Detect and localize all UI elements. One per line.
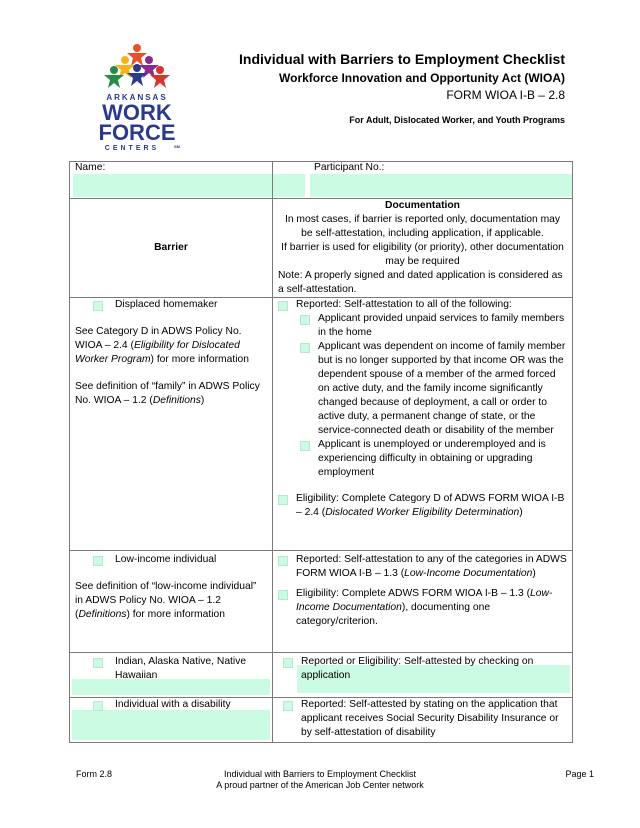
figure-body [104, 75, 124, 88]
figure-head [110, 66, 118, 74]
participant-number-field[interactable] [310, 174, 572, 197]
documentation-header [273, 199, 573, 298]
arkansas-workforce-logo [92, 40, 182, 152]
footer-title: Individual with Barriers to Employment Checklist [223, 769, 417, 779]
page-title: Individual with Barriers to Employment Checklist [239, 51, 565, 67]
figure-body [127, 73, 147, 86]
barrier-cell [70, 551, 273, 653]
logo-line-arkansas: ARKANSAS [106, 93, 168, 102]
documentation-line-1: In most cases, if barrier is reported only, documentation may be self-attestation, including application, if applicable. [284, 214, 561, 239]
documentation-cell [273, 551, 573, 653]
figure-head [133, 44, 141, 52]
reported-or-eligibility-checkbox[interactable] [283, 658, 293, 668]
figure-head [145, 56, 153, 64]
figure-head [156, 66, 164, 74]
reported-checkbox[interactable] [278, 301, 288, 311]
sub-criterion-checkbox[interactable] [300, 343, 310, 353]
barrier-checklist-table [69, 161, 573, 743]
documentation-cell [273, 653, 573, 698]
name-row [70, 162, 573, 199]
participant-cell [273, 162, 573, 199]
form-id: FORM WIOA I-B – 2.8 [446, 88, 565, 102]
logo-line-centers: CENTERS [104, 145, 160, 152]
figure-head [121, 56, 129, 64]
sub-criterion-checkbox[interactable] [300, 441, 310, 451]
logo-service-mark: SM [174, 144, 180, 149]
documentation-text: Reported: Self-attested by stating on the application that applicant receives Social Security Disability Insurance or by self-attestation of disability [301, 699, 559, 738]
reported-text: Reported: Self-attestation to any of the categories in ADWS FORM WIOA I-B – 1.3 (Low-Income Documentation) [296, 554, 567, 579]
figure-body [150, 75, 170, 88]
barrier-note: See Category D in ADWS Policy No. WIOA – 2.4 (Eligibility for Dislocated Worker Program) for more information [75, 326, 249, 365]
barrier-cell [70, 653, 273, 698]
documentation-line-2: If barrier is used for eligibility (or priority), other documentation may be required [281, 242, 564, 267]
figure-head [133, 64, 141, 72]
barrier-header: Barrier [70, 199, 273, 298]
low-income-checkbox[interactable] [93, 556, 103, 566]
barrier-name: Displaced homemaker [115, 299, 218, 310]
name-field[interactable] [73, 174, 305, 197]
people-figures-icon [92, 40, 182, 152]
footer-center [0, 769, 640, 791]
page-subtitle: Workforce Innovation and Opportunity Act (WIOA) [279, 71, 565, 85]
barrier-cell [70, 698, 273, 743]
documentation-cell [273, 298, 573, 551]
footer-partner-line: A proud partner of the American Job Center network [216, 780, 424, 790]
footer-form-number: Form 2.8 [76, 769, 113, 779]
reported-checkbox[interactable] [278, 556, 288, 566]
barrier-cell [70, 298, 273, 551]
sub-criterion-text: Applicant is unemployed or underemployed and is experiencing difficulty in obtaining or upgrading employment [318, 439, 546, 478]
displaced-homemaker-checkbox[interactable] [93, 301, 103, 311]
name-label: Name: [75, 162, 106, 173]
footer-page-number: Page 1 [565, 769, 594, 779]
sub-criterion-text: Applicant was dependent on income of family member but is no longer supported by that income OR was the dependent spouse of a member of the armed forced on active duty, and the family income significantly changed because of deployment, a call or order to active duty, a permanent change of state, or the service-connected death or disability of the member [318, 341, 566, 436]
reported-text: Reported: Self-attestation to all of the following: [296, 299, 512, 310]
disability-checkbox[interactable] [93, 701, 103, 711]
row-disability [70, 698, 573, 743]
row-low-income [70, 551, 573, 653]
row-native [70, 653, 573, 698]
column-header-row [70, 199, 573, 298]
barrier-name: Individual with a disability [115, 699, 231, 710]
documentation-text: Reported or Eligibility: Self-attested by checking on application [301, 656, 534, 681]
documentation-note: Note: A properly signed and dated application is considered as a self-attestation. [278, 270, 563, 295]
documentation-title: Documentation [385, 200, 460, 211]
participant-label: Participant No.: [314, 162, 385, 173]
barrier-fill-area[interactable] [72, 710, 270, 740]
native-checkbox[interactable] [93, 658, 103, 668]
barrier-name: Low-income individual [115, 554, 217, 565]
eligibility-text: Eligibility: Complete ADWS FORM WIOA I-B – 1.3 (Low-Income Documentation), documenting one category/criterion. [296, 588, 553, 627]
barrier-name: Indian, Alaska Native, Native Hawaiian [115, 656, 247, 681]
barrier-note: See definition of “family” in ADWS Policy No. WIOA – 1.2 (Definitions) [75, 381, 260, 406]
reported-checkbox[interactable] [283, 701, 293, 711]
sub-criterion-checkbox[interactable] [300, 315, 310, 325]
name-cell [70, 162, 273, 199]
logo-line-work: WORK [102, 100, 172, 125]
row-displaced-homemaker [70, 298, 573, 551]
eligibility-checkbox[interactable] [278, 590, 288, 600]
programs-line: For Adult, Dislocated Worker, and Youth Programs [349, 115, 565, 125]
eligibility-text: Eligibility: Complete Category D of ADWS FORM WIOA I-B – 2.4 (Dislocated Worker Eligibility Determination) [296, 493, 565, 518]
documentation-cell [273, 698, 573, 743]
sub-criterion-text: Applicant provided unpaid services to family members in the home [318, 313, 565, 338]
barrier-note: See definition of “low-income individual” in ADWS Policy No. WIOA – 1.2 (Definitions) for more information [75, 581, 257, 620]
eligibility-checkbox[interactable] [278, 495, 288, 505]
logo-line-force: FORCE [98, 120, 176, 145]
